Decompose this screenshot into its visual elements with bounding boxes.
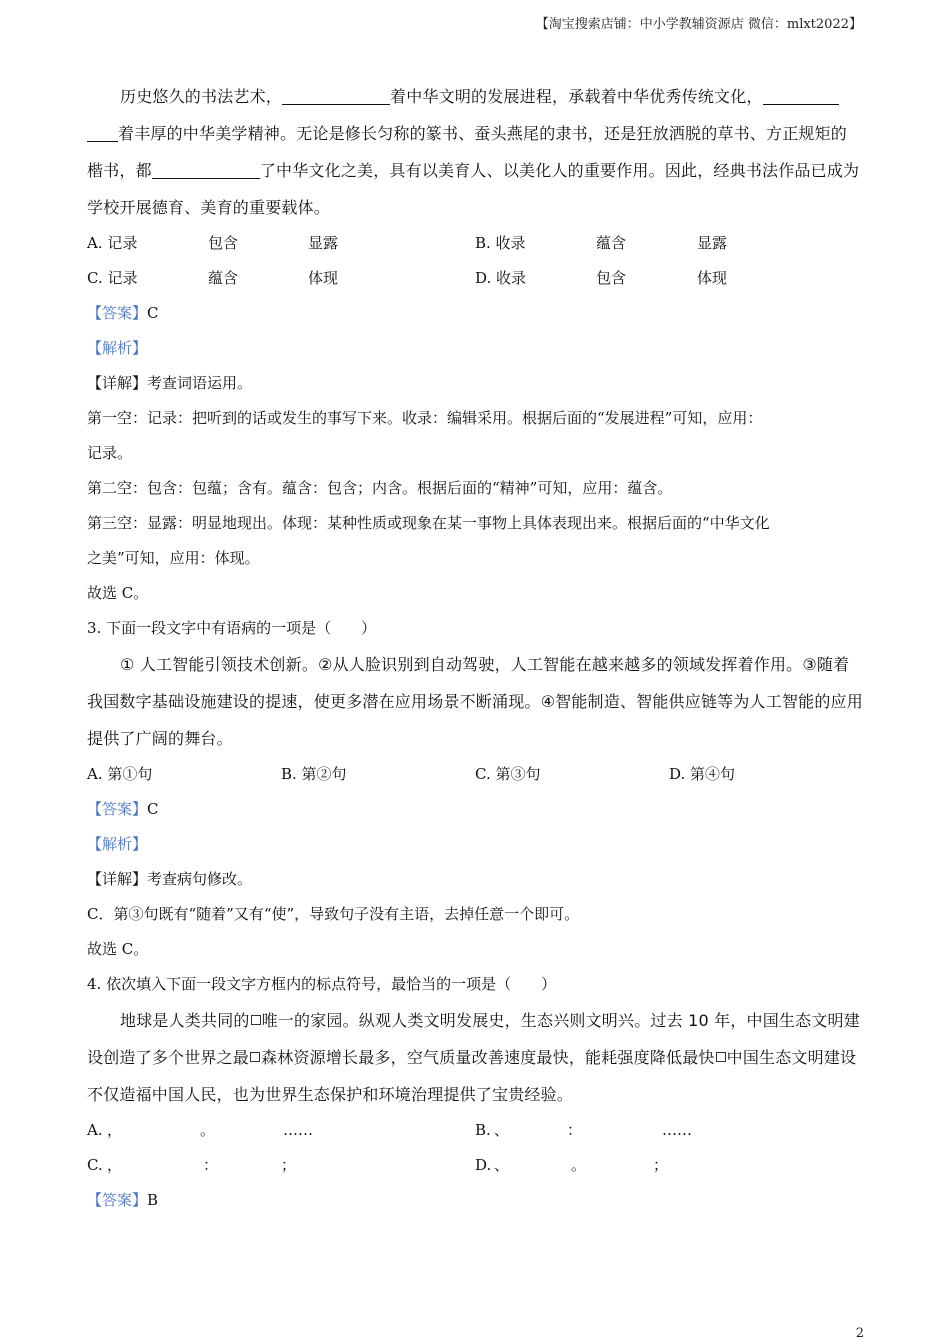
q4-option-c: C. — [87, 1156, 103, 1174]
answer-label: 【答案】 — [87, 800, 148, 818]
q2-blank-3 — [152, 160, 260, 179]
q4-box-1 — [251, 1015, 261, 1025]
q3-option-a: A. 第①句 — [87, 765, 153, 783]
q4-options-row-1 — [87, 1113, 863, 1148]
q2-option-c-word-2: 蕴含 — [208, 269, 239, 287]
q2-option-a-word-2: 包含 — [208, 234, 239, 252]
q3-answer — [87, 792, 863, 827]
q2-blank2-explain: 第二空：包含：包蕴；含有。蕴含：包含；内含。根据后面的“精神”可知，应用：蕴含。 — [87, 479, 673, 497]
q4-text-4: 中国生态文明建设不仅造福中国人民，也为世界生态保护和环境治理提供了宝贵经验。 — [87, 1048, 857, 1104]
q2-analysis-label: 【解析】 — [87, 339, 148, 357]
q3-option-b: B. 第②句 — [281, 765, 347, 783]
q2-option-b-word-3: 显露 — [697, 234, 728, 252]
q4-options-row-2 — [87, 1148, 863, 1183]
q4-option-a-mark-3: …… — [283, 1121, 313, 1139]
q2-option-d-word-3: 体现 — [697, 269, 728, 287]
q3-stem: 3. 下面一段文字中有语病的一项是（ ） — [87, 619, 377, 637]
q2-answer — [87, 296, 863, 331]
q2-option-c: C. 记录 — [87, 269, 138, 287]
q3-conclusion: 故选 C。 — [87, 940, 149, 958]
q4-option-b-mark-1: 、 — [494, 1121, 510, 1139]
q4-option-d-mark-2: 。 — [571, 1156, 587, 1174]
q2-option-b-word-2: 蕴含 — [596, 234, 627, 252]
answer-value: B — [147, 1191, 159, 1209]
q2-text-1: 历史悠久的书法艺术， — [120, 87, 283, 106]
q3-detail: 【详解】考查病句修改。 — [87, 870, 253, 888]
q4-option-a: A. — [87, 1121, 103, 1139]
q2-text-2: 着中华文明的发展进程，承载着中华优秀传统文化， — [390, 87, 763, 106]
q4-stem: 4. 依次填入下面一段文字方框内的标点符号，最恰当的一项是（ ） — [87, 975, 557, 993]
q2-blank1-explain: 第一空：记录：把听到的话或发生的事写下来。收录：编辑采用。根据后面的“发展进程”可知，应用： — [87, 409, 763, 427]
q2-options-row-1 — [87, 226, 863, 261]
q4-option-d: D. — [475, 1156, 492, 1174]
q2-option-b: B. 收录 — [475, 234, 526, 252]
q4-option-b: B. — [475, 1121, 491, 1139]
q2-blank3-explain-cont: 之美”可知，应用：体现。 — [87, 549, 260, 567]
q2-text-4: 了中华文化之美，具有以美育人、以美化人的重要作用。因此，经典书法作品已成为学校开展德育、美育的重要载体。 — [87, 161, 860, 217]
q3-analysis-label: 【解析】 — [87, 835, 148, 853]
q3-explain: C．第③句既有“随着”又有“使”，导致句子没有主语，去掉任意一个即可。 — [87, 905, 580, 923]
q2-option-d: D. 收录 — [475, 269, 527, 287]
document-body — [87, 78, 863, 1218]
page-header: 【淘宝搜索店铺：中小学教辅资源店 微信：mlxt2022】 — [535, 17, 862, 32]
page-number: 2 — [855, 1326, 864, 1341]
q2-option-c-word-3: 体现 — [308, 269, 339, 287]
q2-blank-2-cont — [87, 123, 118, 142]
q2-text-3: 着丰厚的中华美学精神。无论是修长匀称的篆书、蚕头燕尾的隶书，还是狂放洒脱的草书、方正规矩的楷书，都 — [87, 124, 848, 180]
q4-option-a-mark-1: ， — [107, 1121, 123, 1139]
answer-label: 【答案】 — [87, 304, 148, 322]
answer-label: 【答案】 — [87, 1191, 148, 1209]
q3-passage: ① 人工智能引领技术创新。②从人脸识别到自动驾驶，人工智能在越来越多的领域发挥着作用。③随着我国数字基础设施建设的提速，使更多潜在应用场景不断涌现。④智能制造、智能供应链等为人工智能的应用提供了广阔的舞台。 — [87, 655, 863, 748]
answer-value: C — [147, 304, 159, 322]
q4-option-d-mark-3: ； — [653, 1156, 669, 1174]
q2-options-row-2 — [87, 261, 863, 296]
q3-option-c: C. 第③句 — [475, 765, 541, 783]
q2-option-a-word-3: 显露 — [308, 234, 339, 252]
q2-option-d-word-2: 包含 — [596, 269, 627, 287]
q4-text-2: 唯一的家园。纵观人类文明发展史，生态兴则文明兴。过去 10 年，中国生态文明建设创造了多个世界之最 — [87, 1011, 860, 1067]
q2-blank1-explain-cont: 记录。 — [87, 444, 133, 462]
q4-box-3 — [716, 1052, 726, 1062]
q3-option-d: D. 第④句 — [669, 765, 736, 783]
q4-option-c-mark-1: ， — [107, 1156, 123, 1174]
q2-blank3-explain: 第三空：显露：明显地现出。体现：某种性质或现象在某一事物上具体表现出来。根据后面的“中华文化 — [87, 514, 770, 532]
q4-option-b-mark-3: …… — [662, 1121, 692, 1139]
q2-option-a: A. 记录 — [87, 234, 138, 252]
q4-option-c-mark-3: ； — [281, 1156, 297, 1174]
q2-conclusion: 故选 C。 — [87, 584, 149, 602]
q4-option-c-mark-2: ： — [203, 1156, 219, 1174]
q4-text-3: 森林资源增长最多，空气质量改善速度最快，能耗强度降低最快 — [261, 1048, 715, 1067]
q3-options-row — [87, 757, 863, 792]
q4-answer — [87, 1183, 863, 1218]
q4-option-d-mark-1: 、 — [494, 1156, 510, 1174]
q4-option-a-mark-2: 。 — [200, 1121, 216, 1139]
q2-blank-1 — [282, 86, 390, 105]
q4-box-2 — [250, 1052, 260, 1062]
q2-blank-2 — [763, 86, 839, 105]
q4-option-b-mark-2: ： — [567, 1121, 583, 1139]
q4-passage — [87, 1002, 863, 1113]
answer-value: C — [147, 800, 159, 818]
q2-passage — [87, 78, 863, 226]
q2-detail: 【详解】考查词语运用。 — [87, 374, 253, 392]
q4-text-1: 地球是人类共同的 — [120, 1011, 250, 1030]
